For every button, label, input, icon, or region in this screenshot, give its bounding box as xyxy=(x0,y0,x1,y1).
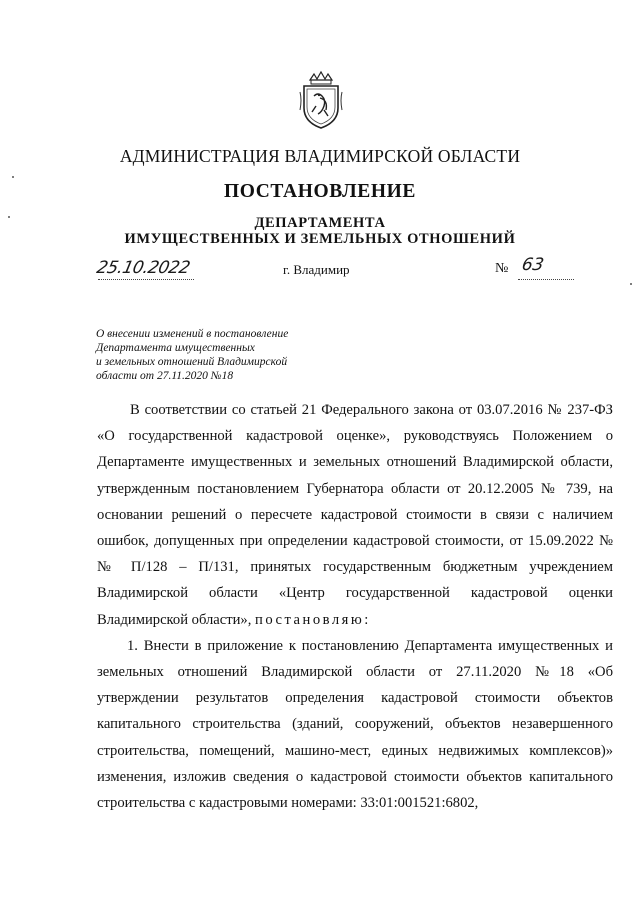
department-title-line1: ДЕПАРТАМЕНТА xyxy=(254,215,386,231)
document-type-title: ПОСТАНОВЛЕНИЕ xyxy=(223,181,417,202)
subject-line: и земельных отношений Владимирской xyxy=(96,356,288,368)
paragraph-item-1: 1. Внести в приложение к постановлению Департамента имущественных и земельных отношений Владимирской области от 27.11.2020 №18 «Об утверждении результатов определения кадастровой стоимости объектов капитального строительства (зданий, сооружений, объектов незавершенного строительства, помещений, машино-мест, единых недвижимых комплексов)» изменения, изложив сведения о кадастровой стоимости объектов капитального строительства с кадастровыми номерами: 33:01:001521:6802, xyxy=(97,637,613,812)
number-sign: № xyxy=(495,261,509,276)
scan-speck xyxy=(630,283,632,285)
date-underline xyxy=(98,279,194,280)
scan-speck xyxy=(12,176,14,178)
scan-speck xyxy=(8,216,10,218)
subject-line: области от 27.11.2020 №18 xyxy=(96,370,234,382)
preamble-text: В соответствии со статьей 21 Федерального закона от 03.07.2016 № 237-ФЗ «О государственной кадастровой оценке», руководствуясь Положением о Департаменте имущественных и земельных отношений Владимирской области, утвержденным постановлением Губернатора области от 20.12.2005 № 739, на основании решений о пересчете кадастровой стоимости в связи с наличием ошибок, допущенных при определении кадастровой стоимости, от 15.09.2022 №№ П/128 – П/131, принятых государственным бюджетным учреждением Владимирской области «Центр государственной кадастровой оценки Владимирской области», xyxy=(97,402,613,628)
resolution-word: постановляю: xyxy=(255,611,371,628)
coat-of-arms-icon xyxy=(298,70,344,132)
department-title-line2: ИМУЩЕСТВЕННЫХ И ЗЕМЕЛЬНЫХ ОТНОШЕНИЙ xyxy=(124,231,516,247)
handwritten-number: 63 xyxy=(520,255,546,275)
administration-title: АДМИНИСТРАЦИЯ ВЛАДИМИРСКОЙ ОБЛАСТИ xyxy=(119,146,521,166)
subject-line: Департамента имущественных xyxy=(96,342,255,354)
paragraph-preamble xyxy=(97,397,613,633)
subject-line: О внесении изменений в постановление xyxy=(96,328,289,340)
document-body xyxy=(97,397,613,816)
subject-block xyxy=(96,327,326,383)
number-underline xyxy=(518,279,574,280)
city-label: г. Владимир xyxy=(283,262,350,277)
handwritten-date: 25.10.2022 xyxy=(94,258,192,278)
date-number-line xyxy=(0,255,640,287)
